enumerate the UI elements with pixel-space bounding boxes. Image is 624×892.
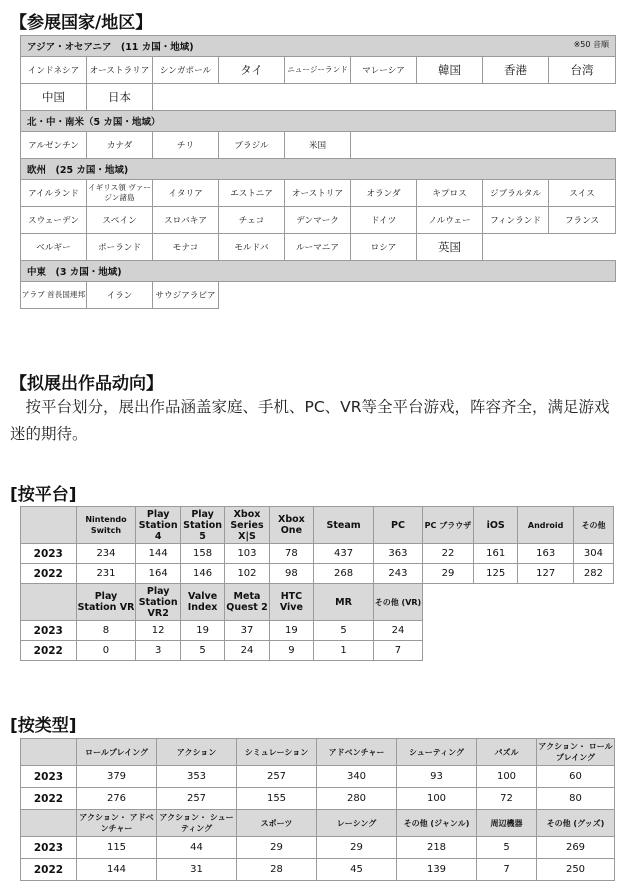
column-header: その他 (573, 507, 613, 544)
country-cell: ジブラルタル (483, 180, 549, 207)
table-cell: 257 (157, 788, 237, 810)
column-header: iOS (473, 507, 517, 544)
table-cell: 78 (269, 544, 313, 564)
table-cell: 5 (180, 641, 224, 661)
country-cell: スイス (549, 180, 616, 207)
region-americas-header (21, 111, 616, 132)
column-header: 周辺機器 (477, 810, 537, 837)
column-header: パズル (477, 739, 537, 766)
country-cell: イラン (87, 282, 153, 309)
column-header: Steam (314, 507, 374, 544)
country-cell: 英国 (417, 234, 483, 261)
table-cell: 22 (422, 544, 473, 564)
header-corner (21, 507, 77, 544)
table-cell: 19 (269, 621, 313, 641)
table-cell: 218 (397, 837, 477, 859)
table-cell: 115 (77, 837, 157, 859)
country-cell: アラブ 首長国連邦 (21, 282, 87, 309)
table-cell: 100 (397, 788, 477, 810)
table-cell: 1 (314, 641, 374, 661)
countries-table (20, 35, 616, 309)
table-cell: 269 (537, 837, 615, 859)
table-cell: 304 (573, 544, 613, 564)
country-cell: ルーマニア (285, 234, 351, 261)
table-cell: 139 (397, 859, 477, 881)
table-cell: 276 (77, 788, 157, 810)
country-cell: スロバキア (153, 207, 219, 234)
empty-cell (422, 621, 613, 641)
column-header: アクション (157, 739, 237, 766)
table-cell: 146 (180, 564, 224, 584)
column-header: PC ブラウザ (422, 507, 473, 544)
country-cell: エストニア (219, 180, 285, 207)
column-header: ロールプレイング (77, 739, 157, 766)
platform-table (20, 506, 614, 661)
table-cell: 234 (76, 544, 136, 564)
header-corner (21, 810, 77, 837)
column-header: Play Station VR (76, 584, 136, 621)
country-cell: ベルギー (21, 234, 87, 261)
table-cell: 80 (537, 788, 615, 810)
column-header: Android (518, 507, 574, 544)
region-europe-header (21, 159, 616, 180)
table-cell: 8 (76, 621, 136, 641)
table-cell: 9 (269, 641, 313, 661)
table-cell: 3 (136, 641, 180, 661)
country-cell: イタリア (153, 180, 219, 207)
row-year: 2022 (21, 641, 77, 661)
region-label: アジア・オセアニア (11 カ国・地域) (27, 42, 194, 53)
region-label: 中東 (3 カ国・地域) (27, 267, 122, 278)
works-description: 按平台划分，展出作品涵盖家庭、手机、PC、VR等全平台游戏，阵容齐全，满足游戏迷的期待。 (10, 398, 610, 443)
country-cell: アルゼンチン (21, 132, 87, 159)
table-cell: 437 (314, 544, 374, 564)
empty-cell (422, 584, 613, 621)
table-cell: 243 (374, 564, 423, 584)
country-cell: ニュージーランド (285, 57, 351, 84)
column-header: アドベンチャー (317, 739, 397, 766)
column-header: スポーツ (237, 810, 317, 837)
country-cell: カナダ (87, 132, 153, 159)
table-cell: 280 (317, 788, 397, 810)
table-cell: 37 (225, 621, 269, 641)
table-cell: 98 (269, 564, 313, 584)
sort-note: ※50 音順 (573, 40, 609, 49)
country-cell: スペイン (87, 207, 153, 234)
row-year: 2023 (21, 766, 77, 788)
column-header: その他 (ジャンル) (397, 810, 477, 837)
country-cell: チェコ (219, 207, 285, 234)
column-header: レーシング (317, 810, 397, 837)
country-cell: 中国 (21, 84, 87, 111)
column-header: Play Station VR2 (136, 584, 180, 621)
table-cell: 5 (314, 621, 374, 641)
country-cell: インドネシア (21, 57, 87, 84)
country-cell: キプロス (417, 180, 483, 207)
country-cell: イギリス領 ヴァージン諸島 (87, 180, 153, 207)
country-cell: オーストラリア (87, 57, 153, 84)
table-cell: 158 (180, 544, 224, 564)
country-cell: ノルウェー (417, 207, 483, 234)
empty-cell (422, 641, 613, 661)
table-cell: 231 (76, 564, 136, 584)
empty-cell (153, 84, 616, 111)
column-header: PC (374, 507, 423, 544)
row-year: 2023 (21, 544, 77, 564)
empty-cell (483, 234, 616, 261)
region-label: 欧州 (25 カ国・地域) (27, 165, 129, 176)
table-cell: 144 (77, 859, 157, 881)
table-cell: 24 (374, 621, 423, 641)
column-header: Play Station 5 (180, 507, 224, 544)
table-cell: 102 (225, 564, 269, 584)
country-cell: モナコ (153, 234, 219, 261)
country-cell: フランス (549, 207, 616, 234)
table-cell: 24 (225, 641, 269, 661)
column-header: アクション・ ロールプレイング (537, 739, 615, 766)
country-cell: 香港 (483, 57, 549, 84)
country-cell: フィンランド (483, 207, 549, 234)
country-cell: ポーランド (87, 234, 153, 261)
row-year: 2022 (21, 788, 77, 810)
column-header: MR (314, 584, 374, 621)
country-cell: 米国 (285, 132, 351, 159)
table-cell: 93 (397, 766, 477, 788)
table-cell: 31 (157, 859, 237, 881)
row-year: 2023 (21, 837, 77, 859)
table-cell: 100 (477, 766, 537, 788)
table-cell: 127 (518, 564, 574, 584)
column-header: Valve Index (180, 584, 224, 621)
country-cell: アイルランド (21, 180, 87, 207)
column-header: Play Station 4 (136, 507, 180, 544)
table-cell: 363 (374, 544, 423, 564)
table-cell: 29 (237, 837, 317, 859)
table-cell: 163 (518, 544, 574, 564)
table-cell: 60 (537, 766, 615, 788)
column-header: アクション・ シューティング (157, 810, 237, 837)
country-cell: ブラジル (219, 132, 285, 159)
country-cell: サウジアラビア (153, 282, 219, 309)
region-asia-oceania-header (21, 36, 616, 57)
column-header: シミュレーション (237, 739, 317, 766)
column-header: シューティング (397, 739, 477, 766)
table-cell: 161 (473, 544, 517, 564)
table-cell: 72 (477, 788, 537, 810)
header-corner (21, 584, 77, 621)
table-cell: 340 (317, 766, 397, 788)
row-year: 2022 (21, 859, 77, 881)
table-cell: 0 (76, 641, 136, 661)
table-cell: 353 (157, 766, 237, 788)
platform-section-title: [按平台] (10, 485, 77, 505)
column-header: アクション・ アドベンチャー (77, 810, 157, 837)
country-cell: デンマーク (285, 207, 351, 234)
table-cell: 379 (77, 766, 157, 788)
table-cell: 282 (573, 564, 613, 584)
empty-cell (219, 282, 616, 309)
table-cell: 45 (317, 859, 397, 881)
country-cell: 台湾 (549, 57, 616, 84)
table-cell: 12 (136, 621, 180, 641)
table-cell: 19 (180, 621, 224, 641)
country-cell: オランダ (351, 180, 417, 207)
table-cell: 144 (136, 544, 180, 564)
table-cell: 44 (157, 837, 237, 859)
region-label: 北・中・南米（5 カ国・地域） (27, 117, 161, 128)
country-cell: スウェーデン (21, 207, 87, 234)
table-cell: 103 (225, 544, 269, 564)
region-middle-east-header (21, 261, 616, 282)
country-cell: オーストリア (285, 180, 351, 207)
table-cell: 155 (237, 788, 317, 810)
table-cell: 28 (237, 859, 317, 881)
column-header: その他 (VR) (374, 584, 423, 621)
header-corner (21, 739, 77, 766)
table-cell: 29 (422, 564, 473, 584)
country-cell: 韓国 (417, 57, 483, 84)
table-cell: 29 (317, 837, 397, 859)
country-cell: シンガポール (153, 57, 219, 84)
type-table (20, 738, 615, 881)
country-cell: ドイツ (351, 207, 417, 234)
countries-section-title: 【参展国家/地区】 (10, 13, 153, 33)
country-cell: 日本 (87, 84, 153, 111)
column-header: その他 (グッズ) (537, 810, 615, 837)
column-header: Xbox One (269, 507, 313, 544)
table-cell: 125 (473, 564, 517, 584)
column-header: HTC Vive (269, 584, 313, 621)
table-cell: 268 (314, 564, 374, 584)
country-cell: モルドバ (219, 234, 285, 261)
empty-cell (351, 132, 616, 159)
country-cell: マレーシア (351, 57, 417, 84)
row-year: 2022 (21, 564, 77, 584)
table-cell: 250 (537, 859, 615, 881)
column-header: Nintendo Switch (76, 507, 136, 544)
country-cell: ロシア (351, 234, 417, 261)
type-section-title: [按类型] (10, 716, 77, 736)
works-section-title: 【拟展出作品动向】 (10, 374, 163, 394)
table-cell: 5 (477, 837, 537, 859)
table-cell: 7 (374, 641, 423, 661)
row-year: 2023 (21, 621, 77, 641)
column-header: Meta Quest 2 (225, 584, 269, 621)
column-header: Xbox Series X|S (225, 507, 269, 544)
table-cell: 257 (237, 766, 317, 788)
country-cell: チリ (153, 132, 219, 159)
table-cell: 164 (136, 564, 180, 584)
table-cell: 7 (477, 859, 537, 881)
country-cell: タイ (219, 57, 285, 84)
